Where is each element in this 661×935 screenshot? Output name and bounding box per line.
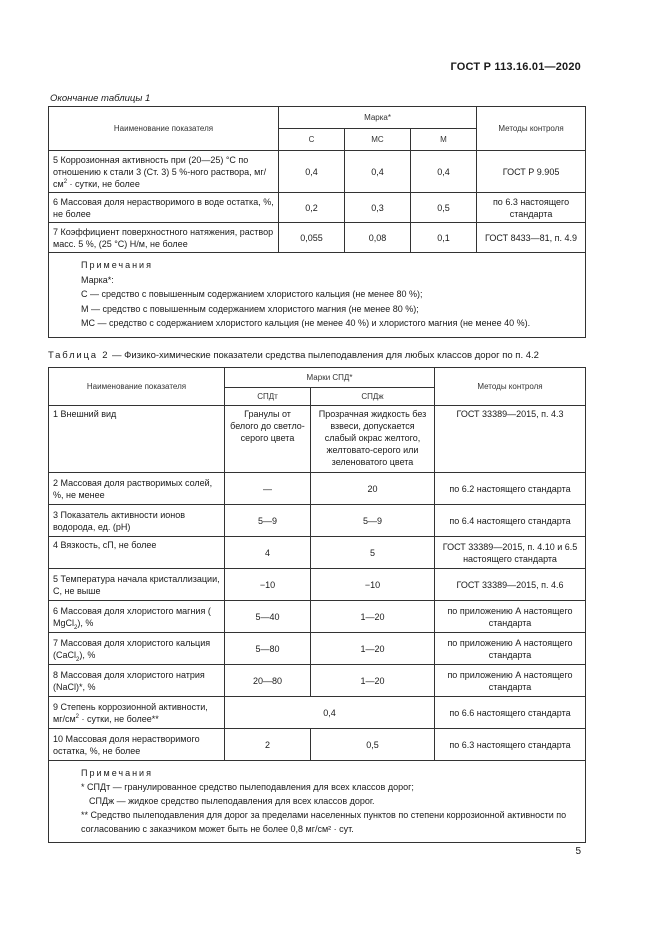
method-value: по 6.4 настоящего стандарта [435, 505, 586, 537]
method-value: ГОСТ 8433—81, п. 4.9 [477, 223, 586, 253]
spd-zh-value: −10 [311, 569, 435, 601]
method-value: по 6.3 настоящего стандарта [435, 729, 586, 761]
table-row [49, 406, 586, 473]
table1-col-grade-mc: МС [345, 129, 411, 151]
table1-col-grade-c: С [279, 129, 345, 151]
table1-col-methods: Методы контроля [477, 107, 586, 151]
spd-t-value: 4 [225, 537, 311, 569]
indicator-name: 10 Массовая доля нерастворимого остатка, %, не более [49, 729, 225, 761]
table-row [49, 601, 586, 633]
method-value: по 6.6 настоящего стандарта [435, 697, 586, 729]
spd-t-value: — [225, 473, 311, 505]
table-row [49, 729, 586, 761]
indicator-name: 5 Коррозионная активность при (20—25) °С по отношению к стали 3 (Ст. 3) 5 %-ного раствора, $мг/см^2$ · сутки, не более [49, 151, 279, 193]
spd-t-value: 20—80 [225, 665, 311, 697]
table2-notes [49, 761, 586, 843]
indicator-name: 7 Массовая доля хлористого кальция (CaCl$_2$), % [49, 633, 225, 665]
note-line: ** Средство пылеподавления для дорог за пределами населенных пунктов по степени коррозионной активности по согласованию с заказчиком может быть не более 0,8 мг/см² · сут. [81, 810, 567, 834]
table2-col-methods: Методы контроля [435, 368, 586, 406]
indicator-name: 1 Внешний вид [49, 406, 225, 473]
page-number: 5 [575, 846, 581, 857]
table-row [49, 473, 586, 505]
notes-title: Примечания [81, 260, 153, 270]
spd-t-value: 5—40 [225, 601, 311, 633]
table2-col-grade-group: Марки СПД* [225, 368, 435, 388]
table2 [48, 367, 586, 843]
method-value: ГОСТ 33389—2015, п. 4.3 [435, 406, 586, 473]
spd-zh-value: 0,5 [311, 729, 435, 761]
spd-zh-value: 20 [311, 473, 435, 505]
table2-col-spd-zh: СПДж [311, 388, 435, 406]
table1-col-grade-group: Марка* [279, 107, 477, 129]
note-line: МС — средство с содержанием хлористого кальция (не менее 40 %) и хлористого магния (не менее 40 %). [81, 318, 531, 328]
method-value: по 6.2 настоящего стандарта [435, 473, 586, 505]
table1 [48, 106, 586, 338]
table-row [49, 537, 586, 569]
spd-t-value: −10 [225, 569, 311, 601]
spd-zh-value: 1—20 [311, 633, 435, 665]
table-row [49, 505, 586, 537]
method-value: по приложению А настоящего стандарта [435, 633, 586, 665]
method-value: ГОСТ 33389—2015, п. 4.6 [435, 569, 586, 601]
table1-col-indicator: Наименование показателя [49, 107, 279, 151]
table-row [49, 665, 586, 697]
grade-c-value: 0,4 [279, 151, 345, 193]
table-row [49, 569, 586, 601]
method-value: ГОСТ Р 9.905 [477, 151, 586, 193]
indicator-name: 7 Коэффициент поверхностного натяжения, раствор масс. 5 %, (25 °С) Н/м, не более [49, 223, 279, 253]
table-row [49, 223, 586, 253]
spd-zh-value: 1—20 [311, 601, 435, 633]
table2-col-indicator: Наименование показателя [49, 368, 225, 406]
spd-t-value: 2 [225, 729, 311, 761]
method-value: по приложению А настоящего стандарта [435, 601, 586, 633]
note-line: * СПДт — гранулированное средство пылеподавления для всех классов дорог; [81, 782, 414, 792]
note-line: С — средство с повышенным содержанием хлористого кальция (не менее 80 %); [81, 289, 423, 299]
spd-t-value: Гранулы от белого до светло-серого цвета [225, 406, 311, 473]
grade-c-value: 0,055 [279, 223, 345, 253]
table1-continuation-label: Окончание таблицы 1 [50, 93, 151, 104]
table2-col-spd-t: СПДт [225, 388, 311, 406]
table-row [49, 193, 586, 223]
table1-col-grade-m: М [411, 129, 477, 151]
note-line: М — средство с повышенным содержанием хлористого магния (не менее 80 %); [81, 303, 419, 314]
notes-title: Примечания [81, 768, 153, 778]
grade-m-value: 0,5 [411, 193, 477, 223]
document-code: ГОСТ Р 113.16.01—2020 [450, 61, 581, 73]
indicator-name: 5 Температура начала кристаллизации, С, не выше [49, 569, 225, 601]
table2-caption: Таблица 2 — Физико-химические показатели средства пылеподавления для любых классов дорог по п. 4.2 [48, 350, 539, 361]
spd-zh-value: 1—20 [311, 665, 435, 697]
note-line: Марка*: [81, 274, 114, 285]
table-row [49, 697, 586, 729]
method-value: ГОСТ 33389—2015, п. 4.10 и 6.5 настоящего стандарта [435, 537, 586, 569]
table1-notes [49, 253, 586, 338]
indicator-name: 3 Показатель активности ионов водорода, ед. (pH) [49, 505, 225, 537]
note-line: СПДж — жидкое средство пылеподавления для всех классов дорог. [89, 796, 375, 806]
table-row [49, 151, 586, 193]
indicator-name: 8 Массовая доля хлористого натрия (NaCl)*, % [49, 665, 225, 697]
grade-c-value: 0,2 [279, 193, 345, 223]
spd-zh-value: 5 [311, 537, 435, 569]
grade-mc-value: 0,3 [345, 193, 411, 223]
spd-merged-value: 0,4 [225, 697, 435, 729]
spd-zh-value: 5—9 [311, 505, 435, 537]
spd-zh-value: Прозрачная жидкость без взвеси, допускается слабый окрас желтого, желтовато-серого или зеленоватого цвета [311, 406, 435, 473]
grade-m-value: 0,4 [411, 151, 477, 193]
grade-mc-value: 0,08 [345, 223, 411, 253]
indicator-name: 9 Степень коррозионной активности, $мг/см^2$ · сутки, не более** [49, 697, 225, 729]
grade-m-value: 0,1 [411, 223, 477, 253]
indicator-name: 6 Массовая доля нерастворимого в воде остатка, %, не более [49, 193, 279, 223]
method-value: по 6.3 настоящего стандарта [477, 193, 586, 223]
spd-t-value: 5—9 [225, 505, 311, 537]
spd-t-value: 5—80 [225, 633, 311, 665]
indicator-name: 6 Массовая доля хлористого магния ( MgCl$_2$), % [49, 601, 225, 633]
method-value: по приложению А настоящего стандарта [435, 665, 586, 697]
table-row [49, 633, 586, 665]
indicator-name: 4 Вязкость, сП, не более [49, 537, 225, 569]
indicator-name: 2 Массовая доля растворимых солей, %, не менее [49, 473, 225, 505]
grade-mc-value: 0,4 [345, 151, 411, 193]
